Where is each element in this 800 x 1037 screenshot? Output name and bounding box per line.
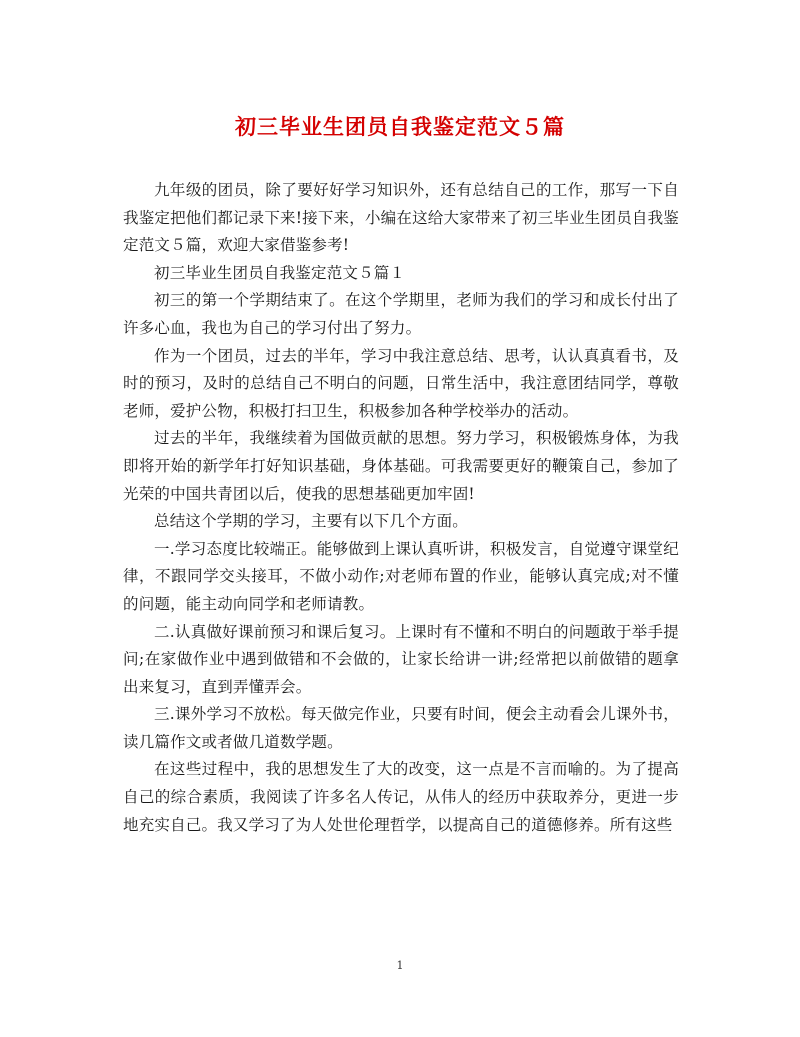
paragraph-point-three: 三.课外学习不放松。每天做完作业，只要有时间，便会主动看会儿课外书，读几篇作文或者做几道数学题。 bbox=[123, 705, 679, 751]
paragraph-section-heading: 初三毕业生团员自我鉴定范文５篇１ bbox=[154, 263, 406, 282]
document-body bbox=[123, 177, 679, 839]
paragraph: 在这些过程中，我的思想发生了大的改变，这一点是不言而喻的。为了提高自己的综合素质，我阅读了许多名人传记，从伟人的经历中获取养分，更进一步地充实自己。我又学习了为人处世伦理哲学，以提高自己的道德修养。所有这些 bbox=[123, 760, 679, 834]
paragraph: 总结这个学期的学习，主要有以下几个方面。 bbox=[154, 512, 469, 531]
page-number: 1 bbox=[396, 959, 404, 972]
paragraph: 初三的第一个学期结束了。在这个学期里，老师为我们的学习和成长付出了许多心血，我也为自己的学习付出了努力。 bbox=[123, 291, 679, 337]
paragraph: 过去的半年，我继续着为国做贡献的思想。努力学习，积极锻炼身体，为我即将开始的新学年打好知识基础，身体基础。可我需要更好的鞭策自己，参加了光荣的中国共青团以后，使我的思想基础更加牢固! bbox=[123, 429, 679, 503]
paragraph-point-two: 二.认真做好课前预习和课后复习。上课时有不懂和不明白的问题敢于举手提问;在家做作业中遇到做错和不会做的，让家长给讲一讲;经常把以前做错的题拿出来复习，直到弄懂弄会。 bbox=[123, 622, 679, 696]
paragraph-intro: 九年级的团员，除了要好好学习知识外，还有总结自己的工作，那写一下自我鉴定把他们都记录下来!接下来，小编在这给大家带来了初三毕业生团员自我鉴定范文５篇，欢迎大家借鉴参考! bbox=[123, 181, 679, 255]
document-title: 初三毕业生团员自我鉴定范文５篇 bbox=[235, 114, 565, 139]
paragraph: 作为一个团员，过去的半年，学习中我注意总结、思考，认认真真看书，及时的预习，及时的总结自己不明白的问题，日常生活中，我注意团结同学，尊敬老师，爱护公物，积极打扫卫生，积极参加各种学校举办的活动。 bbox=[123, 346, 679, 420]
paragraph-point-one: 一.学习态度比较端正。能够做到上课认真听讲，积极发言，自觉遵守课堂纪律，不跟同学交头接耳，不做小动作;对老师布置的作业，能够认真完成;对不懂的问题，能主动向同学和老师请教。 bbox=[123, 539, 679, 613]
